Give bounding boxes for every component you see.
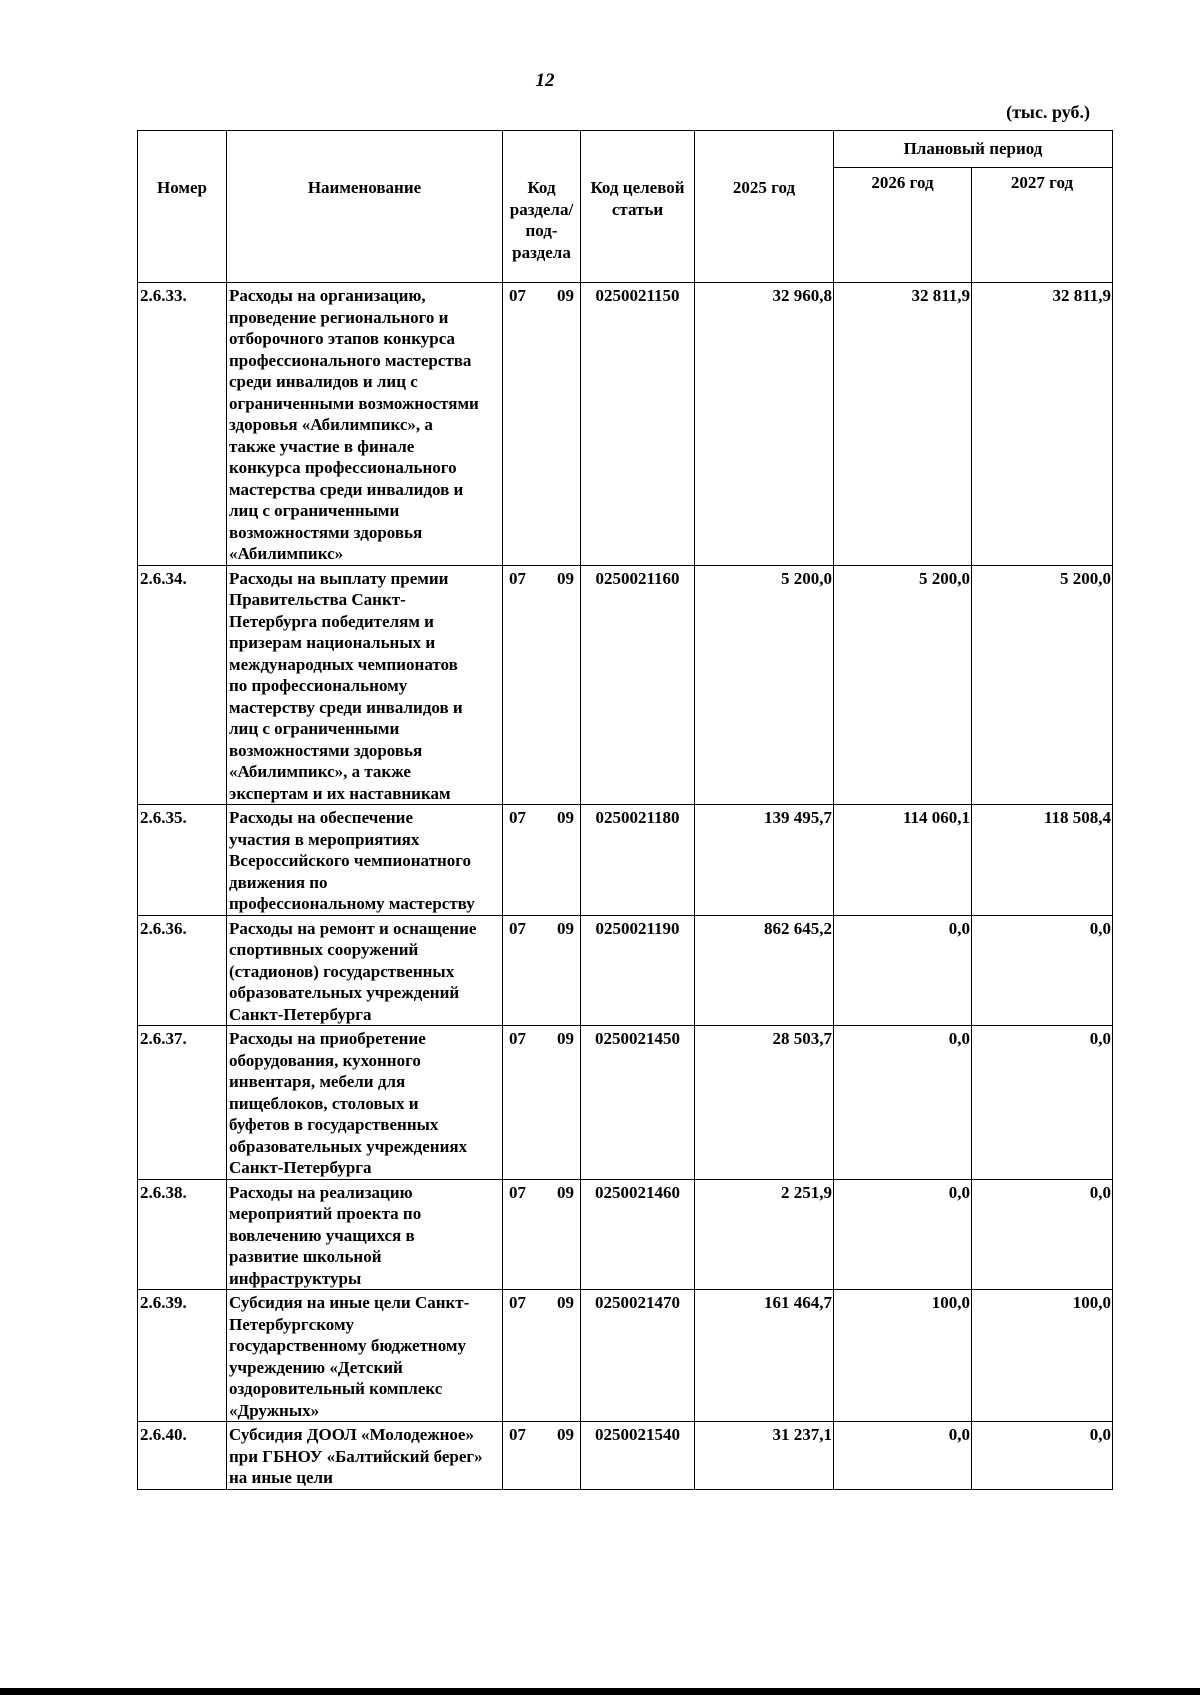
scan-edge: [0, 1688, 1200, 1695]
row-name: [227, 1179, 503, 1290]
name-line: Расходы на организацию,: [229, 286, 426, 305]
row-2027: 0,0: [972, 915, 1113, 1026]
section: 07: [509, 1293, 526, 1312]
row-number: 2.6.35.: [138, 805, 227, 916]
row-2027: 32 811,9: [972, 283, 1113, 566]
row-2025: 2 251,9: [695, 1179, 834, 1290]
row-target-code: 0250021160: [581, 565, 695, 805]
subsection: 09: [557, 1293, 574, 1312]
section: 07: [509, 1425, 526, 1444]
name-line: проведение регионального и: [229, 307, 449, 327]
subsection: 09: [557, 808, 574, 827]
name-line: буфетов в государственных: [229, 1115, 439, 1134]
name-line: государственному бюджетному: [229, 1336, 466, 1355]
row-name: [227, 1290, 503, 1422]
name-line: ограниченными возможностями: [229, 393, 479, 413]
name-line: по профессиональному: [229, 676, 408, 695]
subsection: 09: [557, 568, 574, 588]
row-2026: 114 060,1: [834, 805, 972, 916]
row-target-code: 0250021450: [581, 1026, 695, 1180]
row-number: 2.6.33.: [138, 283, 227, 566]
header-name: Наименование: [227, 131, 503, 283]
name-line: инвентаря, мебели для: [229, 1072, 406, 1091]
name-line: Расходы на обеспечение: [229, 808, 413, 827]
row-section-code: [503, 565, 581, 805]
row-2027: 100,0: [972, 1290, 1113, 1422]
name-line: среди инвалидов и лиц с: [229, 372, 418, 391]
row-target-code: 0250021190: [581, 915, 695, 1026]
table-row: [138, 1179, 1113, 1290]
name-line: мероприятий проекта по: [229, 1204, 422, 1223]
name-line: возможностями здоровья: [229, 740, 423, 760]
section: 07: [509, 286, 526, 305]
page-number: 12: [535, 70, 555, 91]
name-line: Правительства Санкт-: [229, 590, 406, 609]
table-row: [138, 1026, 1113, 1180]
row-target-code: 0250021150: [581, 283, 695, 566]
name-line: также участие в финале: [229, 436, 415, 456]
name-line: «Абилимпикс»: [229, 544, 344, 563]
row-target-code: 0250021460: [581, 1179, 695, 1290]
name-line: Расходы на ремонт и оснащение: [229, 918, 477, 938]
name-line: вовлечению учащихся в: [229, 1225, 415, 1245]
table-row: [138, 915, 1113, 1026]
name-line: образовательных учреждений: [229, 983, 460, 1002]
name-line: Расходы на выплату премии: [229, 568, 449, 588]
header-2025: 2025 год: [695, 131, 834, 283]
row-2026: 5 200,0: [834, 565, 972, 805]
row-2025: 161 464,7: [695, 1290, 834, 1422]
row-number: 2.6.38.: [138, 1179, 227, 1290]
header-2026: 2026 год: [834, 168, 972, 283]
row-section-code: [503, 1026, 581, 1180]
section: 07: [509, 1029, 526, 1048]
row-2026: 0,0: [834, 1026, 972, 1180]
row-name: [227, 915, 503, 1026]
row-section-code: [503, 915, 581, 1026]
row-number: 2.6.39.: [138, 1290, 227, 1422]
row-name: [227, 283, 503, 566]
row-2025: 32 960,8: [695, 283, 834, 566]
row-name: [227, 565, 503, 805]
name-line: Санкт-Петербурга: [229, 1158, 372, 1177]
section: 07: [509, 1182, 526, 1202]
name-line: оборудования, кухонного: [229, 1050, 421, 1070]
row-2027: 0,0: [972, 1026, 1113, 1180]
header-section-code: Код раздела/ под-раздела: [503, 131, 581, 283]
name-line: лиц с ограниченными: [229, 501, 400, 520]
name-line: развитие школьной: [229, 1247, 382, 1266]
name-line: Петербурга победителям и: [229, 611, 434, 631]
row-number: 2.6.36.: [138, 915, 227, 1026]
row-2026: 0,0: [834, 915, 972, 1026]
row-target-code: 0250021180: [581, 805, 695, 916]
header-2027: 2027 год: [972, 168, 1113, 283]
name-line: Петербургскому: [229, 1314, 355, 1334]
name-line: Расходы на реализацию: [229, 1182, 413, 1202]
section: 07: [509, 808, 526, 827]
name-line: лиц с ограниченными: [229, 719, 400, 738]
table-row: [138, 1422, 1113, 1490]
header-planned-period: Плановый период: [834, 131, 1113, 168]
table-row: [138, 1290, 1113, 1422]
row-number: 2.6.40.: [138, 1422, 227, 1490]
row-2027: 118 508,4: [972, 805, 1113, 916]
name-line: при ГБНОУ «Балтийский берег»: [229, 1446, 483, 1466]
row-2025: 28 503,7: [695, 1026, 834, 1180]
row-target-code: 0250021540: [581, 1422, 695, 1490]
section: 07: [509, 918, 526, 938]
row-2026: 0,0: [834, 1422, 972, 1490]
name-line: на иные цели: [229, 1468, 333, 1487]
name-line: «Абилимпикс», а также: [229, 762, 411, 781]
row-section-code: [503, 283, 581, 566]
name-line: спортивных сооружений: [229, 940, 419, 959]
name-line: «Дружных»: [229, 1400, 320, 1420]
name-line: пищеблоков, столовых и: [229, 1093, 419, 1113]
row-2027: 0,0: [972, 1422, 1113, 1490]
row-name: [227, 805, 503, 916]
subsection: 09: [557, 1182, 574, 1202]
name-line: профессиональному мастерству: [229, 894, 475, 913]
row-2026: 32 811,9: [834, 283, 972, 566]
row-number: 2.6.37.: [138, 1026, 227, 1180]
name-line: призерам национальных и: [229, 633, 436, 652]
name-line: здоровья «Абилимпикс», а: [229, 415, 433, 434]
row-2027: 0,0: [972, 1179, 1113, 1290]
name-line: мастерства среди инвалидов и: [229, 479, 464, 499]
name-line: участия в мероприятиях: [229, 829, 420, 849]
name-line: возможностями здоровья: [229, 522, 423, 542]
row-2025: 139 495,7: [695, 805, 834, 916]
subsection: 09: [557, 286, 574, 305]
row-section-code: [503, 1422, 581, 1490]
row-2026: 0,0: [834, 1179, 972, 1290]
row-name: [227, 1026, 503, 1180]
subsection: 09: [557, 1029, 574, 1048]
row-section-code: [503, 1179, 581, 1290]
name-line: профессионального мастерства: [229, 350, 472, 370]
name-line: Всероссийского чемпионатного: [229, 851, 472, 870]
name-line: конкурса профессионального: [229, 458, 457, 477]
row-section-code: [503, 1290, 581, 1422]
row-2025: 31 237,1: [695, 1422, 834, 1490]
name-line: Субсидия на иные цели Санкт-: [229, 1293, 470, 1312]
name-line: (стадионов) государственных: [229, 961, 455, 981]
row-2025: 862 645,2: [695, 915, 834, 1026]
table-row: [138, 805, 1113, 916]
header-target-code: Код целевой статьи: [581, 131, 695, 283]
name-line: отборочного этапов конкурса: [229, 329, 455, 348]
row-2025: 5 200,0: [695, 565, 834, 805]
row-2026: 100,0: [834, 1290, 972, 1422]
table-row: [138, 565, 1113, 805]
subsection: 09: [557, 918, 574, 938]
name-line: движения по: [229, 872, 328, 892]
table-row: [138, 283, 1113, 566]
row-target-code: 0250021470: [581, 1290, 695, 1422]
row-name: [227, 1422, 503, 1490]
units-label: (тыс. руб.): [1006, 102, 1090, 122]
name-line: инфраструктуры: [229, 1268, 362, 1288]
name-line: Санкт-Петербурга: [229, 1004, 372, 1024]
name-line: Субсидия ДООЛ «Молодежное»: [229, 1425, 474, 1444]
section: 07: [509, 568, 526, 588]
budget-table: [137, 130, 1113, 1490]
name-line: учреждению «Детский: [229, 1357, 403, 1377]
name-line: образовательных учреждениях: [229, 1136, 468, 1156]
name-line: оздоровительный комплекс: [229, 1379, 443, 1398]
subsection: 09: [557, 1425, 574, 1444]
row-section-code: [503, 805, 581, 916]
name-line: международных чемпионатов: [229, 654, 458, 674]
name-line: Расходы на приобретение: [229, 1029, 426, 1048]
row-number: 2.6.34.: [138, 565, 227, 805]
name-line: мастерству среди инвалидов и: [229, 697, 463, 717]
row-2027: 5 200,0: [972, 565, 1113, 805]
name-line: экспертам и их наставникам: [229, 783, 451, 803]
header-number: Номер: [138, 131, 227, 283]
